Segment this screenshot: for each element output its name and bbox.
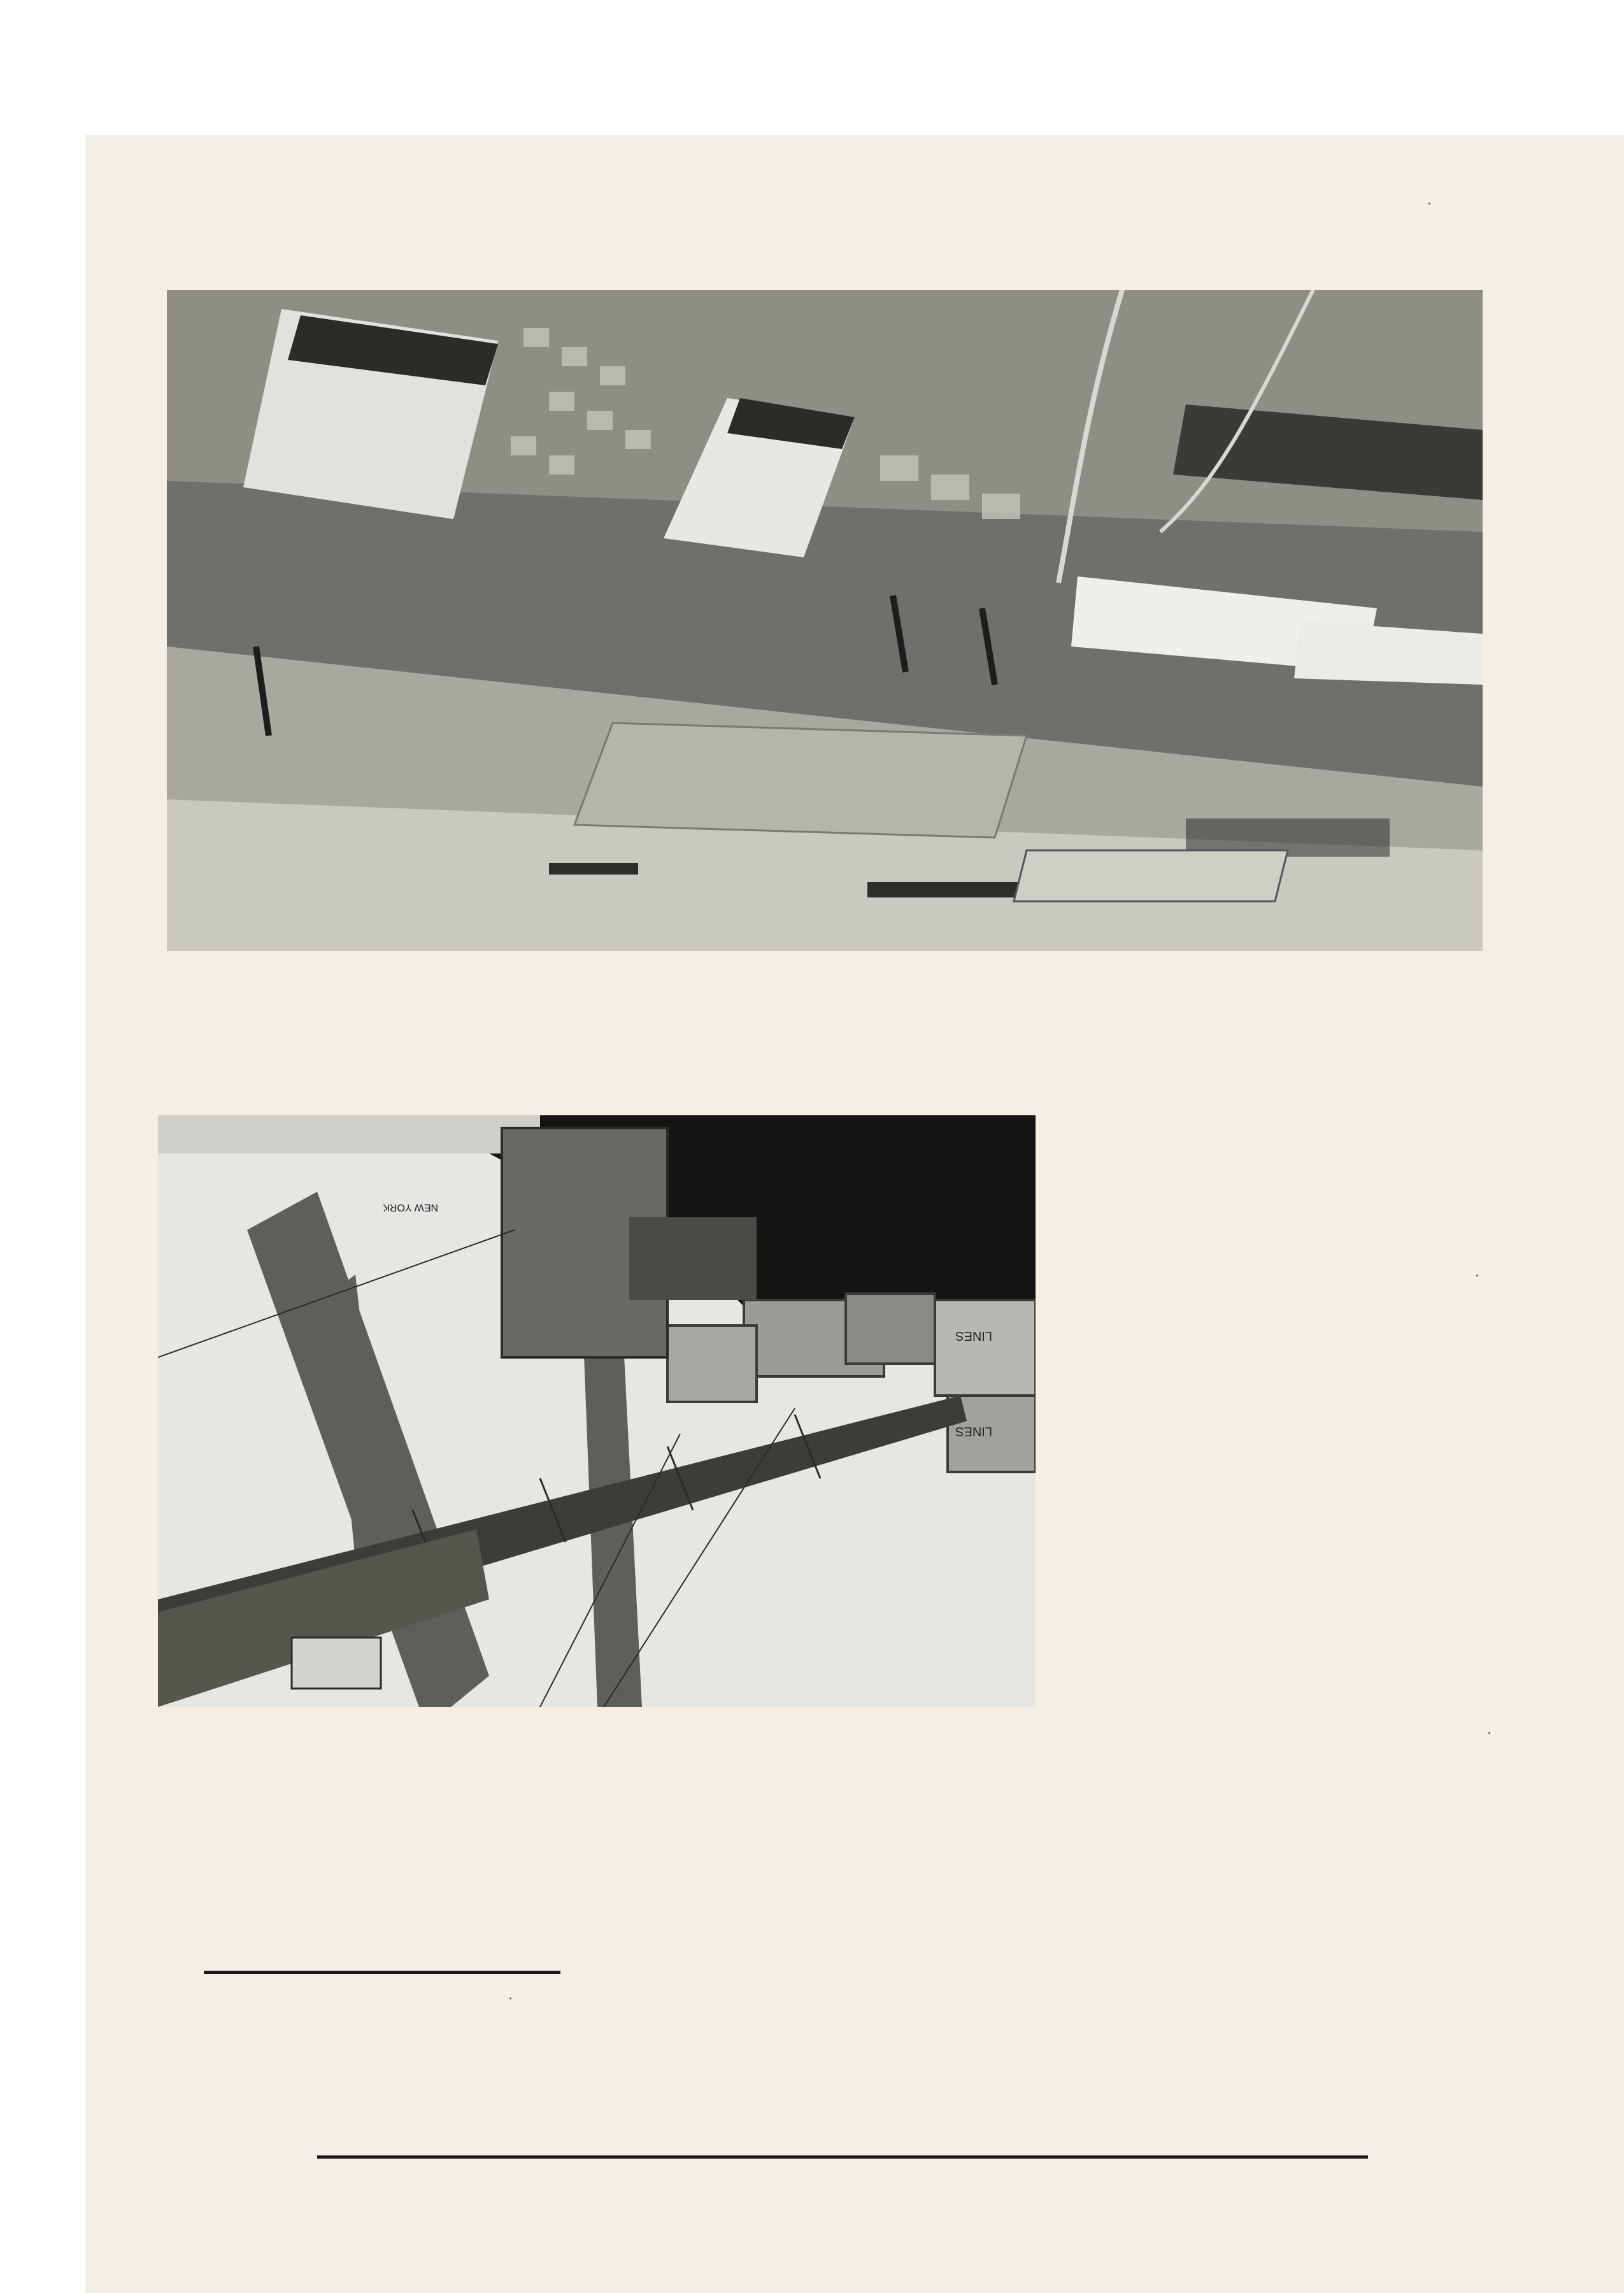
container-lettering-2: LINES (955, 1424, 992, 1438)
short-rule (204, 1971, 560, 1974)
long-rule (317, 2155, 1368, 2159)
aerial-harbour-image (167, 290, 1483, 951)
container-crane-image (158, 1115, 1036, 1707)
scan-speck (1428, 203, 1430, 204)
aerial-harbour-photo (167, 290, 1483, 951)
scan-speck (1476, 1275, 1478, 1276)
scan-speck (1488, 1732, 1490, 1734)
scan-speck (509, 1997, 511, 1999)
container-crane-photo (158, 1115, 1036, 1707)
container-lettering-1: LINES (955, 1329, 992, 1343)
container-lettering-3: NEW YORK (383, 1202, 438, 1213)
